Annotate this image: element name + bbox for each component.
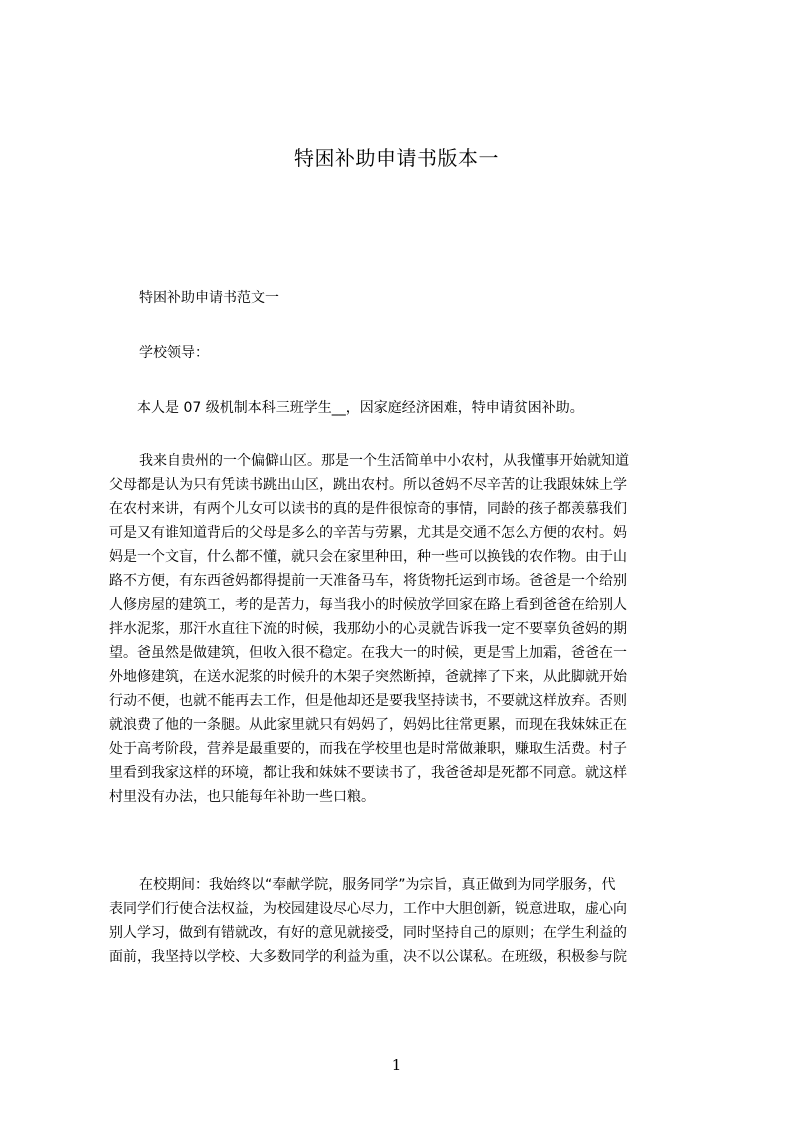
paragraph-line: 别人学习，做到有错就改，有好的意见就接受，同时坚持自己的原则；在学生利益的 xyxy=(109,925,627,941)
intro-paragraph: 本人是 07 级机制本科三班学生__，因家庭经济困难，特申请贫困补助。 xyxy=(137,400,584,416)
paragraph-line: 就浪费了他的一条腿。从此家里就只有妈妈了，妈妈比往常更累，而现在我妹妹正在 xyxy=(109,717,627,733)
document-subtitle: 特困补助申请书范文一 xyxy=(139,290,279,306)
page-number: 1 xyxy=(391,1056,402,1074)
paragraph-line: 我来自贵州的一个偏僻山区。那是一个生活简单中小农村，从我懂事开始就知道 xyxy=(139,453,629,469)
paragraph-line: 拌水泥浆，那汗水直往下流的时候，我那幼小的心灵就告诉我一定不要辜负爸妈的期 xyxy=(109,621,627,637)
paragraph-line: 行动不便，也就不能再去工作，但是他却还是要我坚持读书，不要就这样放弃。否则 xyxy=(109,693,627,709)
document-title: 特困补助申请书版本一 xyxy=(294,146,499,170)
paragraph-line: 可是又有谁知道背后的父母是多么的辛苦与劳累，尤其是交通不怎么方便的农村。妈 xyxy=(109,525,627,541)
paragraph-line: 妈是一个文盲，什么都不懂，就只会在家里种田，种一些可以换钱的农作物。由于山 xyxy=(109,549,627,565)
paragraph-line: 面前，我坚持以学校、大多数同学的利益为重，决不以公谋私。在班级，积极参与院 xyxy=(109,949,627,965)
paragraph-line: 在校期间：我始终以“奉献学院，服务同学”为宗旨，真正做到为同学服务，代 xyxy=(139,877,616,893)
paragraph-line: 路不方便，有东西爸妈都得提前一天准备马车，将货物托运到市场。爸爸是一个给别 xyxy=(109,573,627,589)
paragraph-line: 望。爸虽然是做建筑，但收入很不稳定。在我大一的时候，更是雪上加霜，爸爸在一 xyxy=(109,645,627,661)
paragraph-line: 表同学们行使合法权益，为校园建设尽心尽力，工作中大胆创新，锐意进取，虚心向 xyxy=(109,901,627,917)
paragraph-school-activities xyxy=(109,873,699,969)
paragraph-family-background xyxy=(109,449,699,809)
paragraph-line: 父母都是认为只有凭读书跳出山区，跳出农村。所以爸妈不尽辛苦的让我跟妹妹上学 xyxy=(109,477,627,493)
paragraph-line: 外地修建筑，在送水泥浆的时候升的木架子突然断掉，爸就摔了下来，从此脚就开始 xyxy=(109,669,627,685)
paragraph-line: 人修房屋的建筑工，考的是苦力，每当我小的时候放学回家在路上看到爸爸在给别人 xyxy=(109,597,627,613)
salutation: 学校领导： xyxy=(139,345,209,361)
paragraph-line: 处于高考阶段，营养是最重要的，而我在学校里也是时常做兼职，赚取生活费。村子 xyxy=(109,741,627,757)
paragraph-line: 里看到我家这样的环境，都让我和妹妹不要读书了，我爸爸却是死都不同意。就这样 xyxy=(109,765,627,781)
paragraph-line: 在农村来讲，有两个儿女可以读书的真的是件很惊奇的事情，同龄的孩子都羡慕我们 xyxy=(109,501,627,517)
paragraph-line: 村里没有办法，也只能每年补助一些口粮。 xyxy=(109,789,375,805)
